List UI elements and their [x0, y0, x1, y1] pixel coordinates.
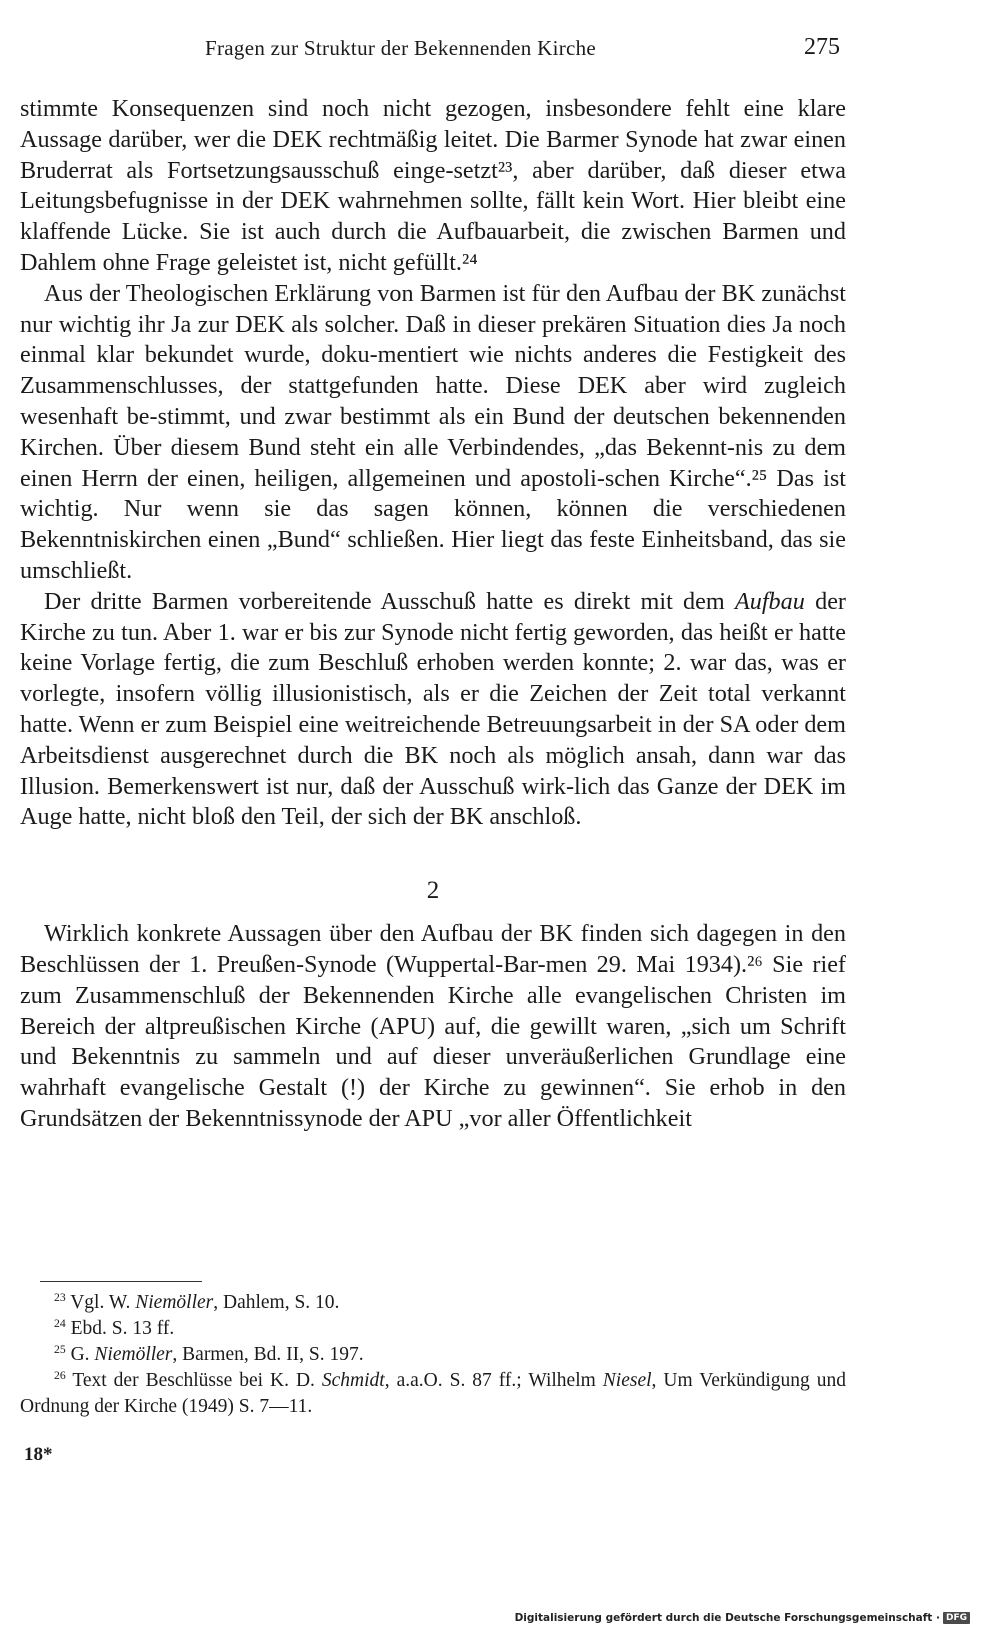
emphasis-aufbau: Aufbau — [734, 587, 805, 615]
book-page — [20, 0, 846, 1634]
footnote-text: , a.a.O. S. 87 ff.; Wilhelm — [384, 1370, 603, 1391]
footnote-text: , Um Verkündigung und Ordnung der Kirche (1949) S. 7—11. — [20, 1370, 847, 1417]
footnote-24 — [20, 1316, 846, 1342]
author-name: Niemöller — [135, 1292, 214, 1313]
body-text — [20, 94, 846, 1135]
running-title: Fragen zur Struktur der Bekennenden Kirche — [205, 36, 597, 60]
paragraph-2: Aus der Theologischen Erklärung von Barmen ist für den Aufbau der BK zunächst nur wichtig ihr Ja zur DEK als solcher. Daß in dieser prekären Situation dies Ja noch einmal klar bekundet wurde, doku-mentiert wie nichts anderes die Festigkeit des Zusammenschlusses, der stattgefunden hatte. Diese DEK aber wird zugleich wesenhaft be-stimmt, und zwar bestimmt als ein Bund der deutschen bekennenden Kirchen. Über diesem Bund steht ein alle Verbindendes, „das Bekennt-nis zu dem einen Herrn der einen, heiligen, allgemeinen und apostoli-schen Kirche“.²⁵ Das ist wichtig. Nur wenn sie das sagen können, können die verschiedenen Bekenntniskirchen einen „Bund“ schließen. Hier liegt das feste Einheitsband, das sie umschließt. — [20, 279, 846, 584]
credit-text: Digitalisierung gefördert durch die Deutsche Forschungsgemeinschaft · — [514, 1612, 940, 1624]
digitization-credit — [515, 1612, 970, 1624]
footnote-23 — [20, 1290, 846, 1316]
paragraph-4: Wirklich konkrete Aussagen über den Aufbau der BK finden sich dagegen in den Beschlüssen der 1. Preußen-Synode (Wuppertal-Bar-men 29. Mai 1934).²⁶ Sie rief zum Zusammenschluß der Bekennenden Kirche alle evangelischen Christen im Bereich der altpreußischen Kirche (APU) auf, die gewillt waren, „sich um Schrift und Bekenntnis zu sammeln und auf dieser unveräußerlichen Grundlage eine wahrhaft evangelische Gestalt (!) der Kirche zu gewinnen“. Sie erhob in den Grundsätzen der Bekenntnissynode der APU „vor aller Öffentlichkeit — [20, 920, 846, 1132]
footnote-text: Ebd. S. 13 ff. — [65, 1318, 175, 1339]
footnote-26 — [20, 1368, 846, 1420]
footnote-25 — [20, 1342, 846, 1368]
author-name: Niemöller — [94, 1344, 173, 1365]
footnote-text: , Barmen, Bd. II, S. 197. — [172, 1344, 364, 1365]
footnote-number: 25 — [54, 1342, 66, 1356]
section-number: 2 — [426, 877, 440, 905]
author-name: Schmidt — [321, 1370, 385, 1391]
footnote-number: 24 — [54, 1316, 66, 1330]
paragraph-3 — [20, 587, 846, 833]
printer-signature: 18* — [24, 1444, 53, 1465]
paragraph-3-start: Der dritte Barmen vorbereitende Ausschuß hatte es direkt mit dem — [44, 587, 735, 615]
footnote-text: Text der Beschlüsse bei K. D. — [65, 1370, 322, 1391]
author-name: Niesel — [602, 1370, 652, 1391]
running-head — [20, 30, 846, 70]
paragraph-1: stimmte Konsequenzen sind noch nicht gezogen, insbesondere fehlt eine klare Aussage darüber, wer die DEK rechtmäßig leitet. Die Barmer Synode hat zwar einen Bruderrat als Fortsetzungsausschuß einge-setzt²³, aber darüber, daß dieser etwa Leitungsbefugnisse in der DEK wahrnehmen sollte, fällt kein Wort. Hier bleibt eine klaffende Lücke. Sie ist auch durch die Aufbauarbeit, die zwischen Barmen und Dahlem ohne Frage geleistet ist, nicht gefüllt.²⁴ — [20, 95, 846, 276]
paragraph-3-rest: der Kirche zu tun. Aber 1. war er bis zur Synode nicht fertig geworden, das heißt er hatte keine Vorlage fertig, die zum Beschluß erhoben werden konnte; 2. war das, was er vorlegte, insofern völlig illusionistisch, als er die Zeichen der Zeit total verkannt hatte. Wenn er zum Beispiel eine weitreichende Betreuungsarbeit in der SA oder dem Arbeitsdienst ausgerechnet durch die BK noch als möglich ansah, dann war das Illusion. Bemerkenswert ist nur, daß der Ausschuß wirk-lich das Ganze der DEK im Auge hatte, nicht bloß den Teil, der sich der BK anschloß. — [20, 587, 846, 831]
footnote-text: Vgl. W. — [65, 1292, 136, 1313]
footnote-number: 23 — [54, 1290, 66, 1304]
footnote-text: G. — [65, 1344, 95, 1365]
footnote-text: , Dahlem, S. 10. — [213, 1292, 340, 1313]
footnote-rule — [40, 1281, 202, 1282]
footnotes — [20, 1290, 846, 1420]
dfg-logo-icon: DFG — [943, 1612, 970, 1624]
footnote-number: 26 — [54, 1368, 66, 1382]
page-number: 275 — [804, 34, 840, 60]
